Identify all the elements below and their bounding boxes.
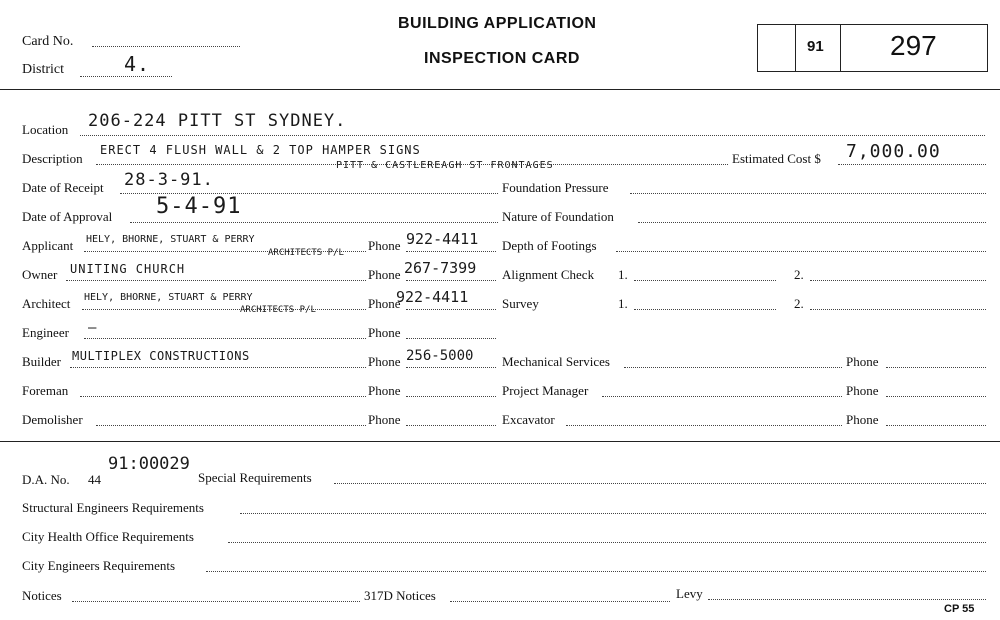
architect-phone-value: 922-4411 <box>396 288 469 306</box>
foreman-phone-field <box>406 396 496 397</box>
foreman-phone-label: Phone <box>368 383 401 398</box>
applicant-phone-label: Phone <box>368 238 401 253</box>
section-divider <box>0 441 1000 442</box>
alignment-check-num2: 2. <box>794 267 804 282</box>
card-title-line1: BUILDING APPLICATION <box>398 15 597 32</box>
survey-field-2 <box>810 309 986 310</box>
city-engineers-requirements-label: City Engineers Requirements <box>22 558 176 573</box>
applicant-phone-value: 922-4411 <box>406 230 479 248</box>
structural-requirements-label: Structural Engineers Requirements <box>22 500 204 515</box>
notices-317d-field <box>450 601 670 602</box>
demolisher-phone-label: Phone <box>368 412 401 427</box>
description-value-line2: PITT & CASTLEREAGH ST FRONTAGES <box>336 160 554 171</box>
location-label: Location <box>22 122 69 137</box>
demolisher-phone-field <box>406 425 496 426</box>
nature-of-foundation-field <box>638 222 986 223</box>
box-divider-1 <box>795 24 796 72</box>
district-field <box>80 76 172 77</box>
project-manager-phone-label: Phone <box>846 383 879 398</box>
depth-of-footings-label: Depth of Footings <box>502 238 597 253</box>
description-value: ERECT 4 FLUSH WALL & 2 TOP HAMPER SIGNS <box>100 143 421 157</box>
mechanical-services-field <box>624 367 842 368</box>
owner-phone-label: Phone <box>368 267 401 282</box>
architect-phone-field <box>406 309 496 310</box>
location-field <box>80 135 985 136</box>
date-of-receipt-value: 28-3-91. <box>124 170 214 190</box>
form-code: CP 55 <box>944 603 975 615</box>
special-requirements-field <box>334 483 986 484</box>
depth-of-footings-field <box>616 251 986 252</box>
engineer-phone-label: Phone <box>368 325 401 340</box>
da-no-label: D.A. No. <box>22 472 70 487</box>
district-label: District <box>22 62 64 77</box>
alignment-check-field-1 <box>634 280 776 281</box>
survey-num2: 2. <box>794 296 804 311</box>
health-requirements-label: City Health Office Requirements <box>22 529 194 544</box>
levy-label: Levy <box>676 586 703 601</box>
nature-of-foundation-label: Nature of Foundation <box>502 209 614 224</box>
builder-phone-label: Phone <box>368 354 401 369</box>
da-no-prefix: 44 <box>88 472 101 487</box>
engineer-value: — <box>88 320 98 336</box>
excavator-phone-label: Phone <box>846 412 879 427</box>
box-divider-2 <box>840 24 841 72</box>
owner-phone-value: 267-7399 <box>404 259 477 277</box>
project-manager-field <box>602 396 842 397</box>
alignment-check-label: Alignment Check <box>502 267 595 282</box>
engineer-phone-field <box>406 338 496 339</box>
architect-value-line2: ARCHITECTS P/L <box>240 305 316 315</box>
notices-field <box>72 601 360 602</box>
card-no-field <box>92 46 240 47</box>
estimated-cost-label: Estimated Cost $ <box>732 151 821 166</box>
survey-field-1 <box>634 309 776 310</box>
builder-phone-field <box>406 367 496 368</box>
alignment-check-num1: 1. <box>618 267 628 282</box>
card-title-line2: INSPECTION CARD <box>424 50 580 67</box>
notices-label: Notices <box>22 588 62 603</box>
foreman-label: Foreman <box>22 383 69 398</box>
date-of-approval-label: Date of Approval <box>22 209 113 224</box>
district-value: 4. <box>124 52 151 76</box>
builder-field <box>70 367 366 368</box>
project-manager-label: Project Manager <box>502 383 589 398</box>
structural-requirements-field <box>240 513 986 514</box>
engineer-label: Engineer <box>22 325 69 340</box>
applicant-phone-field <box>406 251 496 252</box>
card-year: 91 <box>807 38 824 55</box>
foundation-pressure-label: Foundation Pressure <box>502 180 609 195</box>
special-requirements-label: Special Requirements <box>198 470 312 485</box>
applicant-value: HELY, BHORNE, STUART & PERRY <box>86 234 255 245</box>
date-of-receipt-label: Date of Receipt <box>22 180 104 195</box>
owner-field <box>66 280 366 281</box>
engineer-field <box>84 338 366 339</box>
card-no-label: Card No. <box>22 34 74 49</box>
estimated-cost-field <box>838 164 986 165</box>
location-value: 206-224 PITT ST SYDNEY. <box>88 111 347 131</box>
mechanical-services-phone-field <box>886 367 986 368</box>
architect-value: HELY, BHORNE, STUART & PERRY <box>84 292 253 303</box>
applicant-label: Applicant <box>22 238 74 253</box>
survey-num1: 1. <box>618 296 628 311</box>
applicant-value-line2: ARCHITECTS P/L <box>268 248 344 258</box>
description-label: Description <box>22 151 83 166</box>
estimated-cost-value: 7,000.00 <box>846 141 941 162</box>
architect-label: Architect <box>22 296 71 311</box>
mechanical-services-label: Mechanical Services <box>502 354 610 369</box>
date-of-approval-field <box>130 222 498 223</box>
excavator-phone-field <box>886 425 986 426</box>
owner-value: UNITING CHURCH <box>70 262 186 276</box>
builder-label: Builder <box>22 354 61 369</box>
excavator-field <box>566 425 842 426</box>
owner-phone-field <box>406 280 496 281</box>
owner-label: Owner <box>22 267 58 282</box>
demolisher-label: Demolisher <box>22 412 83 427</box>
city-engineers-requirements-field <box>206 571 986 572</box>
alignment-check-field-2 <box>810 280 986 281</box>
survey-label: Survey <box>502 296 539 311</box>
date-of-approval-value: 5-4-91 <box>156 194 242 219</box>
notices-317d-label: 317D Notices <box>364 588 436 603</box>
architect-phone-label: Phone <box>368 296 401 311</box>
levy-field <box>708 599 986 600</box>
health-requirements-field <box>228 542 986 543</box>
architect-field <box>82 309 366 310</box>
da-no-value: 91:00029 <box>108 454 190 474</box>
foreman-field <box>80 396 366 397</box>
project-manager-phone-field <box>886 396 986 397</box>
card-number-box <box>757 24 988 72</box>
demolisher-field <box>96 425 366 426</box>
header-divider <box>0 89 1000 90</box>
excavator-label: Excavator <box>502 412 555 427</box>
mechanical-services-phone-label: Phone <box>846 354 879 369</box>
builder-value: MULTIPLEX CONSTRUCTIONS <box>72 349 250 363</box>
builder-phone-value: 256-5000 <box>406 348 474 364</box>
card-number: 297 <box>890 30 937 61</box>
foundation-pressure-field <box>630 193 986 194</box>
